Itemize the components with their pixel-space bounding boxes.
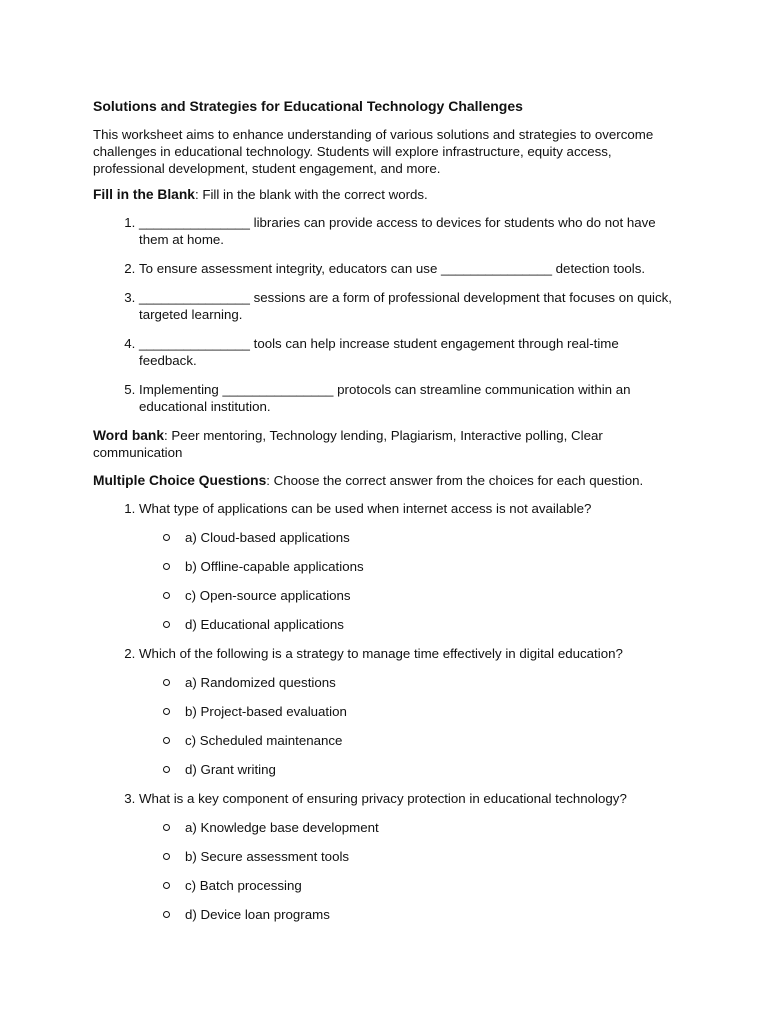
choice-list — [139, 819, 673, 923]
choice-text: c) Scheduled maintenance — [185, 733, 343, 748]
choice-text: b) Project-based evaluation — [185, 704, 347, 719]
circle-bullet-icon — [163, 824, 170, 831]
circle-bullet-icon — [163, 563, 170, 570]
fill-in-blank-item-4 — [139, 335, 673, 369]
fill-in-blank-text: _______________ sessions are a form of professional development that focuses on quick, targeted learning. — [139, 290, 672, 322]
question-1 — [139, 500, 673, 633]
fill-in-blank-text: _______________ libraries can provide access to devices for students who do not have them at home. — [139, 215, 656, 247]
circle-bullet-icon — [163, 911, 170, 918]
word-bank-text: : Peer mentoring, Technology lending, Plagiarism, Interactive polling, Clear communication — [93, 428, 603, 460]
choice-item — [163, 616, 673, 633]
circle-bullet-icon — [163, 679, 170, 686]
choice-text: c) Open-source applications — [185, 588, 351, 603]
page-title: Solutions and Strategies for Educational Technology Challenges — [93, 98, 523, 114]
fill-in-blank-heading — [93, 186, 673, 203]
circle-bullet-icon — [163, 737, 170, 744]
choice-item — [163, 877, 673, 894]
circle-bullet-icon — [163, 853, 170, 860]
question-2 — [139, 645, 673, 778]
question-text: 1. What type of applications can be used when internet access is not available? — [139, 501, 592, 516]
choice-item — [163, 587, 673, 604]
choice-text: a) Cloud-based applications — [185, 530, 350, 545]
multiple-choice-label: Multiple Choice Questions — [93, 473, 267, 488]
choice-item — [163, 819, 673, 836]
fill-in-blank-label: Fill in the Blank — [93, 187, 195, 202]
circle-bullet-icon — [163, 708, 170, 715]
choice-text: d) Grant writing — [185, 762, 276, 777]
choice-item — [163, 558, 673, 575]
multiple-choice-heading — [93, 472, 673, 489]
choice-text: d) Device loan programs — [185, 907, 330, 922]
choice-text: b) Offline-capable applications — [185, 559, 364, 574]
choice-list — [139, 529, 673, 633]
circle-bullet-icon — [163, 882, 170, 889]
fill-in-blank-instruction: : Fill in the blank with the correct words. — [194, 187, 428, 202]
fill-in-blank-item-1 — [139, 214, 673, 248]
choice-text: a) Knowledge base development — [185, 820, 379, 835]
fill-in-blank-text: _______________ tools can help increase student engagement through real-time feedback. — [139, 336, 619, 368]
multiple-choice-instruction: : Choose the correct answer from the choices for each question. — [266, 473, 644, 488]
circle-bullet-icon — [163, 766, 170, 773]
choice-item — [163, 674, 673, 691]
fill-in-blank-text: To ensure assessment integrity, educators can use _______________ detection tools. — [139, 261, 646, 276]
choice-item — [163, 732, 673, 749]
fill-in-blank-list — [93, 214, 673, 415]
fill-in-blank-text: Implementing _______________ protocols can streamline communication within an educational institution. — [139, 382, 631, 414]
choice-text: a) Randomized questions — [185, 675, 336, 690]
worksheet-page — [93, 96, 673, 935]
intro-paragraph: This worksheet aims to enhance understanding of various solutions and strategies to overcome challenges in educational technology. Students will explore infrastructure, equity access, professional development, student engagement, and more. — [93, 127, 654, 176]
choice-list — [139, 674, 673, 778]
fill-in-blank-item-2 — [139, 260, 673, 277]
word-bank-label: Word bank — [93, 428, 165, 443]
choice-item — [163, 761, 673, 778]
fill-in-blank-item-3 — [139, 289, 673, 323]
choice-item — [163, 848, 673, 865]
question-text: 3. What is a key component of ensuring privacy protection in educational technology? — [139, 791, 627, 806]
choice-text: d) Educational applications — [185, 617, 344, 632]
question-3 — [139, 790, 673, 923]
circle-bullet-icon — [163, 621, 170, 628]
question-text: 2. Which of the following is a strategy to manage time effectively in digital education? — [139, 646, 623, 661]
choice-item — [163, 703, 673, 720]
circle-bullet-icon — [163, 534, 170, 541]
fill-in-blank-item-5 — [139, 381, 673, 415]
choice-text: c) Batch processing — [185, 878, 302, 893]
choice-text: b) Secure assessment tools — [185, 849, 350, 864]
choice-item — [163, 529, 673, 546]
circle-bullet-icon — [163, 592, 170, 599]
word-bank — [93, 427, 673, 461]
choice-item — [163, 906, 673, 923]
multiple-choice-list — [93, 500, 673, 923]
